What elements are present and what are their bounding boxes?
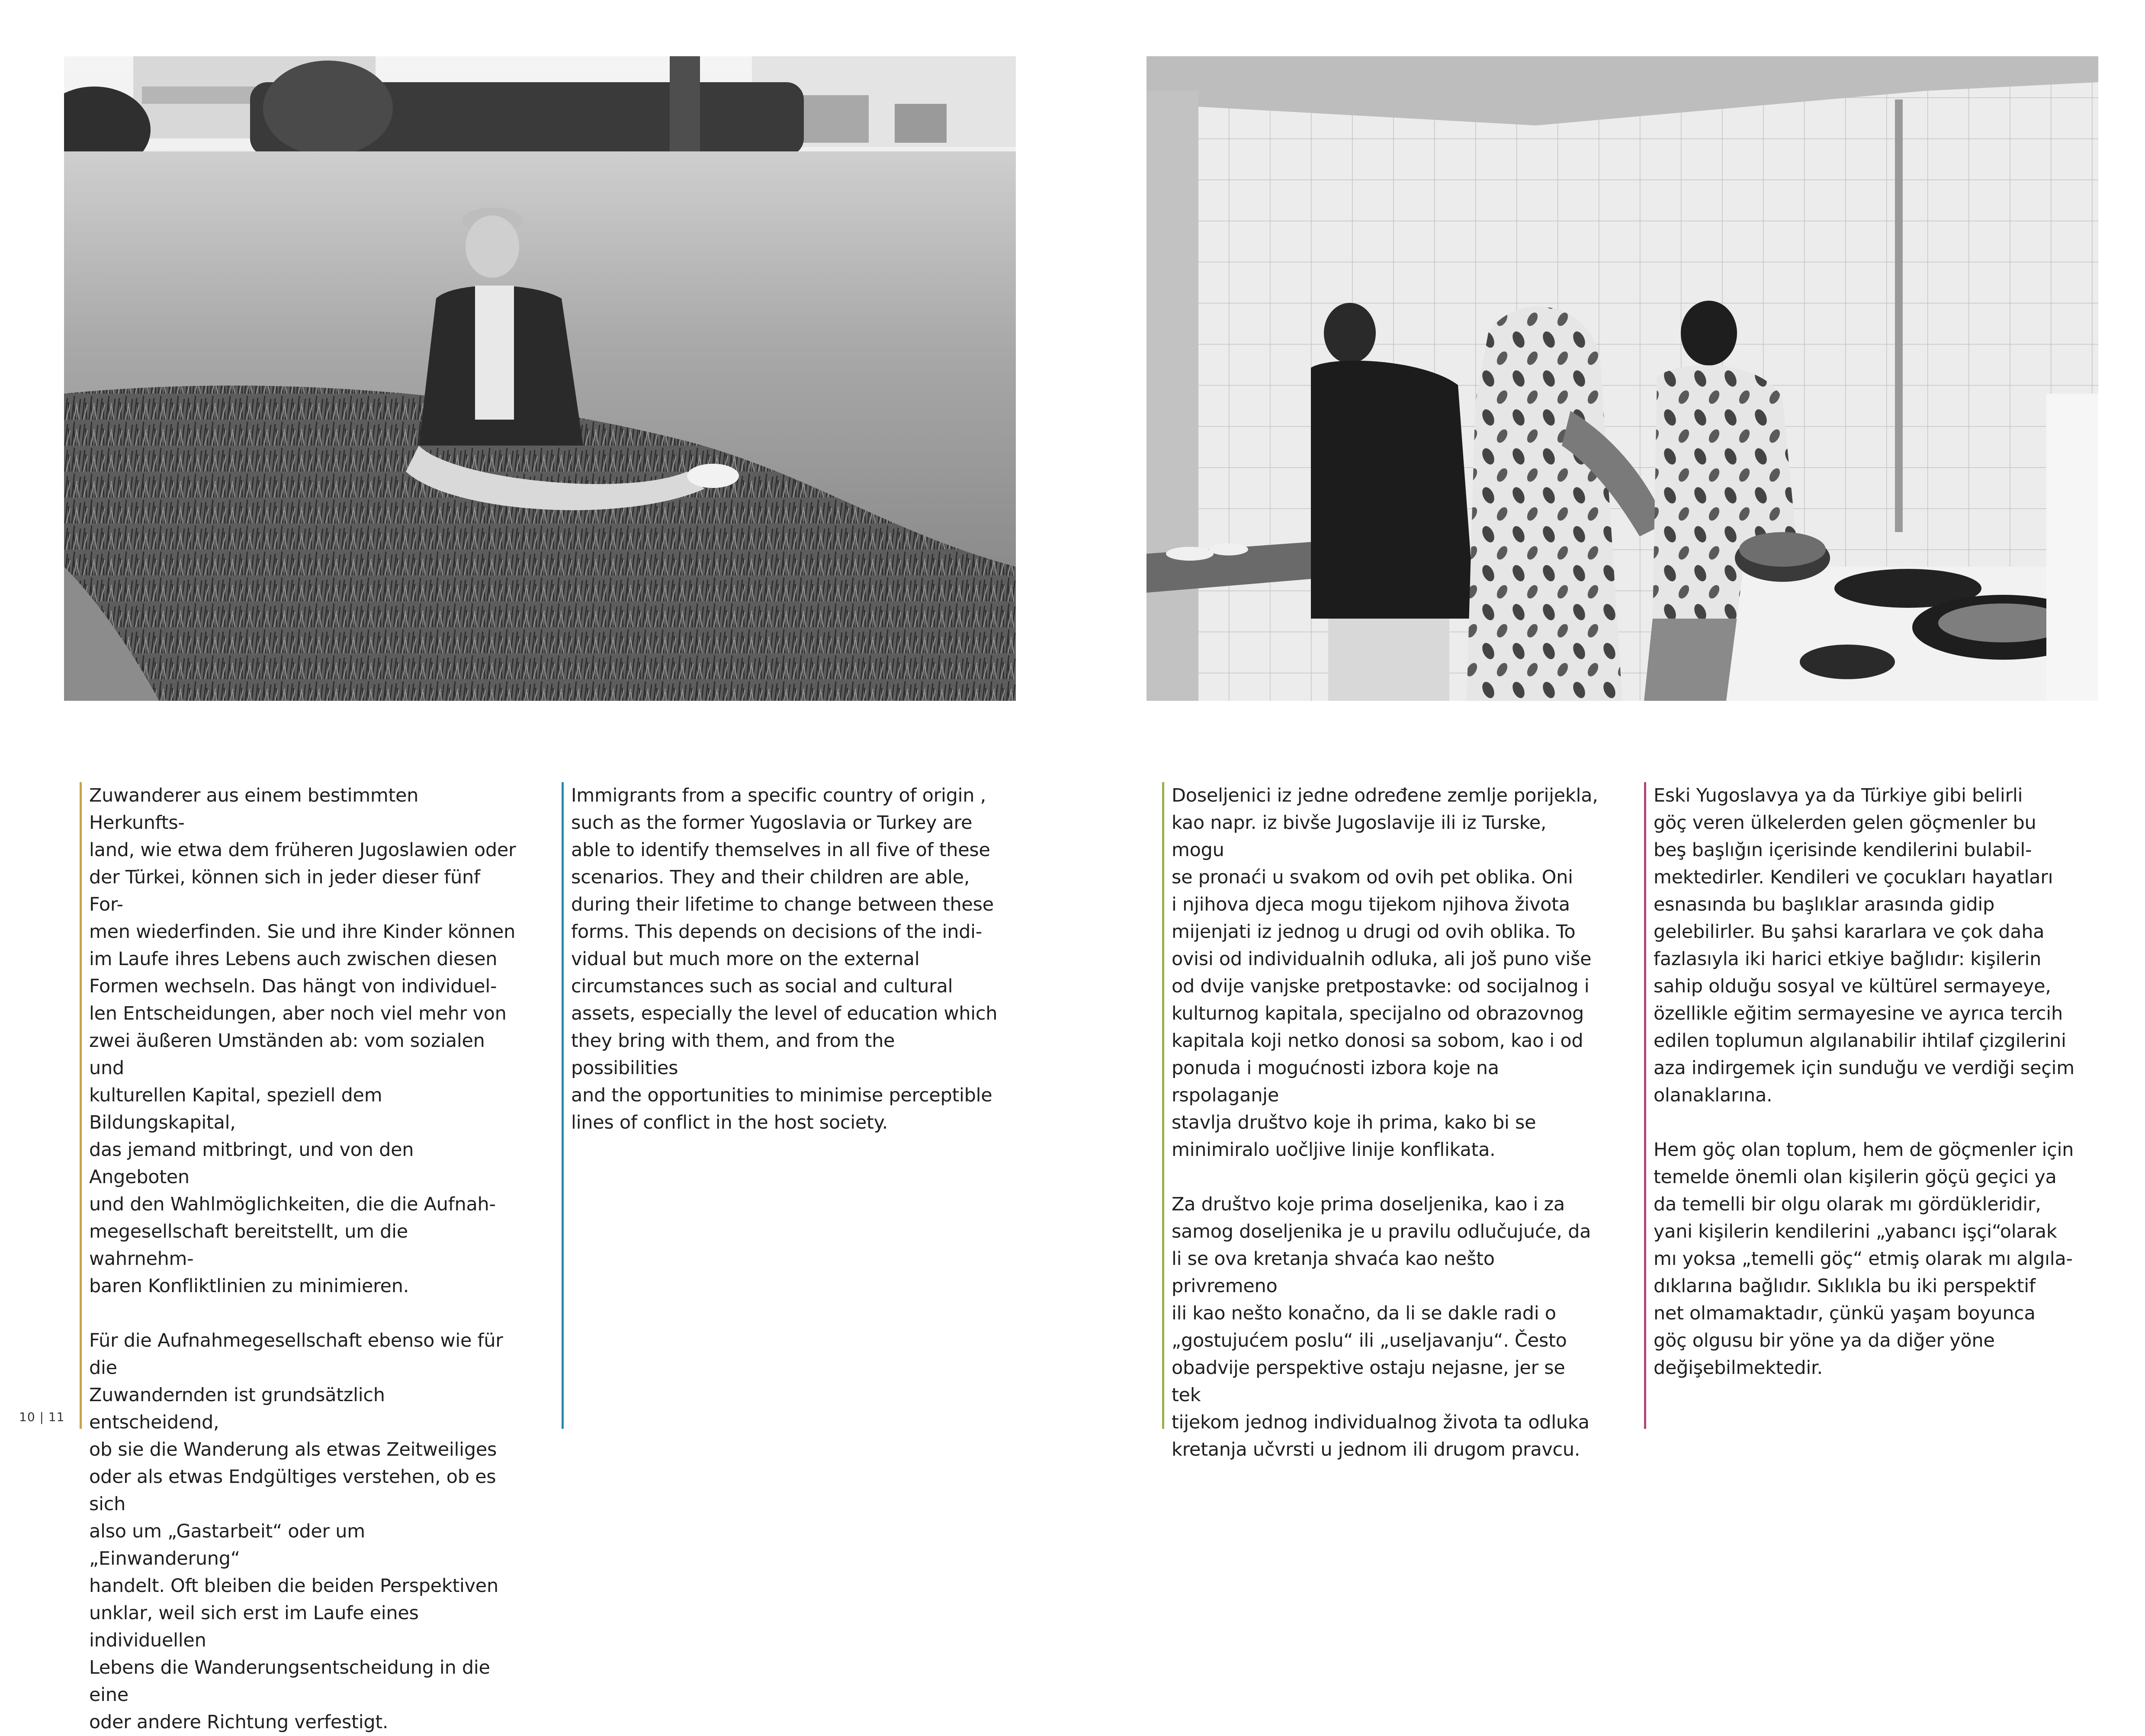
photo-man-on-grass-image <box>64 56 1016 701</box>
paragraph-tr-1: Eski Yugoslavya ya da Türkiye gibi belirli göç veren ülkelerden gelen göçmenler bu beş başlığın içerisinde kendilerini bulabil- mektedirler. Kendileri ve çocukları hayatları esnasında bu başlıklar arasında gidip gelebilirler. Bu şahsi kararlara ve çok daha fazlasıyla iki harici etkiye bağlıdır: kişilerin sahip olduğu sosyal ve kültürel sermayeye, özellikle eğitim sermayesine ve ayrıca tercih edilen toplumun algılanabilir ihtilaf çizgilerini aza indirgemek için sunduğu ve verdiği seçim olanaklarına. <box>1654 785 2074 1106</box>
page-number: 10 | 11 <box>19 1410 65 1424</box>
column-accent-bar <box>562 782 564 1429</box>
text-column-english <box>562 782 1003 1429</box>
column-accent-bar <box>1162 782 1164 1429</box>
photo-man-on-grass <box>64 56 1016 701</box>
photo-women-cooking <box>1146 56 2098 701</box>
text-column-german <box>80 782 517 1733</box>
paragraph-de-2: Für die Aufnahmegesellschaft ebenso wie für die Zuwandernden ist grundsätzlich entscheidend, ob sie die Wanderung als etwas Zeitweiliges oder als etwas Endgültiges verstehen, ob es sich also um „Gastarbeit“ oder um „Einwanderung“ handelt. Oft bleiben die beiden Perspektiven unklar, weil sich erst im Laufe eines individuellen Lebens die Wanderungsentscheidung in die eine oder andere Richtung verfestigt. <box>89 1330 503 1733</box>
paragraph-hr-1: Doseljenici iz jedne određene zemlje porijekla, kao napr. iz bivše Jugoslavije ili iz Turske, mogu se pronaći u svakom od ovih pet oblika. Oni i njihova djeca mogu tijekom njihova života mijenjati iz jednog u drugi od ovih oblika. To ovisi od individualnih odluka, ali još puno više od dvije vanjske pretpostavke: od socijalnog i kulturnog kapitala, specijalno od obrazovnog kapitala koji netko donosi sa sobom, kao i od ponuda i mogućnosti izbora koje na rspolaganje stavlja društvo koje ih prima, kako bi se minimiralo uočljive linije konflikata. <box>1172 785 1598 1161</box>
paragraph-hr-2: Za društvo koje prima doseljenika, kao i za samog doseljenika je u pravilu odlučujuće, da li se ova kretanja shvaća kao nešto privremeno ili kao nešto konačno, da li se dakle radi o „gostujućem poslu“ ili „useljavanju“. Često obadvije perspektive ostaju nejasne, jer se tek tijekom jednog individualnog života ta odluka kretanja učvrsti u jednom ili drugom pravcu. <box>1172 1194 1591 1460</box>
paragraph-tr-2: Hem göç olan toplum, hem de göçmenler için temelde önemli olan kişilerin göçü geçici ya da temelli bir olgu olarak mı gördükleridir, yani kişilerin kendilerini „yabancı işçi“olarak mı yoksa „temelli göç“ etmiş olarak mı algıla- dıklarına bağlıdır. Sıklıkla bu iki perspektif net olmamaktadır, çünkü yaşam boyunca göç olgusu bir yöne ya da diğer yöne değişebilmektedir. <box>1654 1139 2074 1379</box>
column-accent-bar <box>80 782 82 1429</box>
photo-women-cooking-image <box>1146 56 2098 701</box>
paragraph-en-1: Immigrants from a specific country of origin , such as the former Yugoslavia or Turkey are able to identify themselves in all five of these scenarios. They and their children are able, during their lifetime to change between these forms. This depends on decisions of the indi- vidual but much more on the external circumstances such as social and cultural assets, especially the level of education which they bring with them, and from the possibilities and the opportunities to minimise perceptible lines of conflict in the host society. <box>571 785 998 1133</box>
text-column-croatian <box>1162 782 1599 1460</box>
text-column-turkish <box>1644 782 2077 1429</box>
paragraph-de-1: Zuwanderer aus einem bestimmten Herkunfts- land, wie etwa dem früheren Jugoslawien oder der Türkei, können sich in jeder dieser fünf For- men wiederfinden. Sie und ihre Kinder können im Laufe ihres Lebens auch zwischen diesen Formen wechseln. Das hängt von individuel- len Entscheidungen, aber noch viel mehr von zwei äußeren Umständen ab: vom sozialen und kulturellen Kapital, speziell dem Bildungskapital, das jemand mitbringt, und von den Angeboten und den Wahlmöglichkeiten, die die Aufnah- megesellschaft bereitstellt, um die wahrnehm- baren Konfliktlinien zu minimieren. <box>89 785 516 1297</box>
column-accent-bar <box>1644 782 1646 1429</box>
